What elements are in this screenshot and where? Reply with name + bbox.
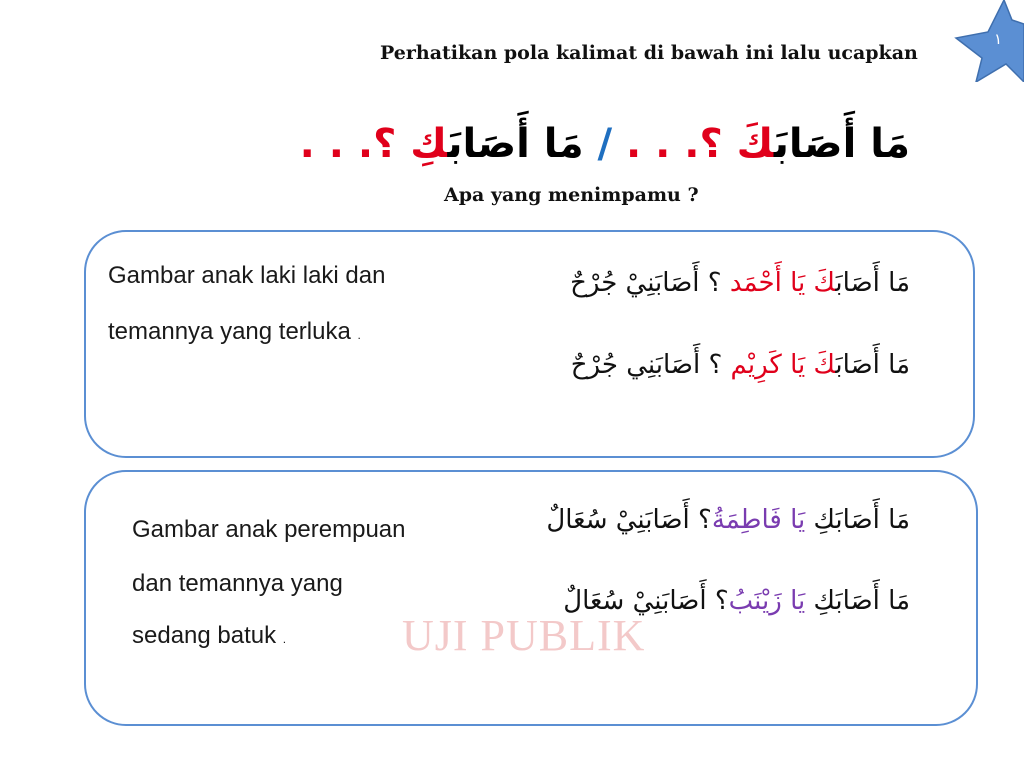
headline-phrase-feminine: مَا أَصَابَكِ ؟. . . xyxy=(299,121,598,167)
headline-phrase-masculine: مَا أَصَابَكَ ؟. . . xyxy=(612,121,910,167)
panel-female-description-line2: dan temannya yang xyxy=(132,570,343,597)
panel-female-sentence-1-highlight: يَا فَاطِمَةُ xyxy=(711,505,806,535)
headline-slash: / xyxy=(597,121,613,167)
headline-question-feminine: ؟. . . xyxy=(299,121,411,167)
headline-pattern xyxy=(160,108,910,180)
star-icon xyxy=(954,0,1024,82)
panel-male-sentence-1: مَا أَصَابَكَ يَا أَحْمَد ؟ أَصَابَنِيْ جُرْحٌ xyxy=(570,268,910,298)
instruction-text: Perhatikan pola kalimat di bawah ini lalu ucapkan xyxy=(380,42,918,64)
panel-female-sentence-2: مَا أَصَابَكِ يَا زَيْنَبُ؟ أَصَابَنِيْ سُعَالٌ xyxy=(563,586,910,616)
panel-female-description-line1: Gambar anak perempuan xyxy=(132,516,406,543)
panel-male-description-line2: temannya yang terluka . xyxy=(108,318,361,345)
panel-female-description-line3: sedang batuk . xyxy=(132,622,287,649)
panel-male-sentence-2: مَا أَصَابَكَ يَا كَرِيْم ؟ أَصَابَنِي جُرْحٌ xyxy=(570,350,910,380)
panel-male-sentence-1-highlight: كَ يَا أَحْمَد xyxy=(729,268,836,298)
headline-question-masculine: ؟. . . xyxy=(612,121,737,167)
translation-text: Apa yang menimpamu ? xyxy=(444,184,699,206)
headline-suffix-feminine: كِ xyxy=(410,121,448,167)
page-number-badge xyxy=(954,0,1024,82)
watermark: UJI PUBLIK xyxy=(402,611,646,660)
headline-suffix-masculine: كَ xyxy=(736,121,774,167)
panel-female-sentence-1: مَا أَصَابَكِ يَا فَاطِمَةُ؟ أَصَابَنِيْ سُعَالٌ xyxy=(546,505,910,535)
panel-male-sentence-2-highlight: كَ يَا كَرِيْم xyxy=(730,350,836,380)
panel-female-sentence-2-highlight: يَا زَيْنَبُ xyxy=(728,586,806,616)
page-number: ١ xyxy=(994,30,1003,48)
panel-male-description-line1: Gambar anak laki laki dan xyxy=(108,262,386,289)
